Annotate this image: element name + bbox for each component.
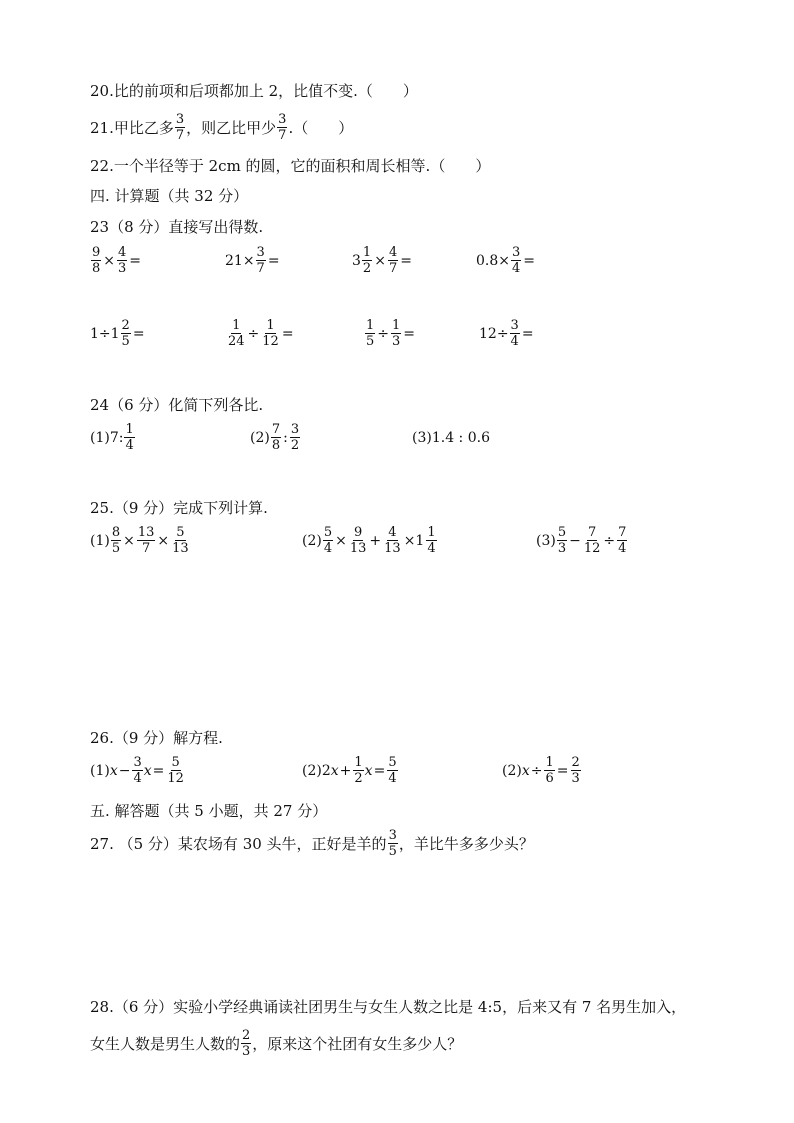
math-text: x: [109, 762, 118, 779]
q25-item: [302, 525, 438, 556]
operator: =: [373, 762, 386, 779]
question-27-text-a: 27. （5 分）某农场有 30 头牛，正好是羊的: [90, 834, 387, 853]
operator: :: [283, 429, 288, 446]
math-text: x: [521, 762, 530, 779]
q23-item: [352, 245, 413, 276]
q24-item: [412, 430, 490, 446]
math-text: (2): [302, 532, 322, 549]
math-text: x: [364, 762, 373, 779]
operator: ×: [157, 532, 170, 549]
math-text: 12÷: [479, 325, 509, 342]
operator: ÷: [247, 325, 260, 342]
q23-item: [90, 318, 146, 349]
fraction: $\frac{1}{5}$: [366, 318, 375, 349]
math-text: (2): [250, 429, 270, 446]
math-text: x: [143, 762, 152, 779]
fraction: $\frac{5}{4}$: [388, 755, 397, 786]
operator: ÷: [603, 532, 616, 549]
math-text: (2)2: [302, 762, 331, 779]
question-21-fraction-1: $\frac{3}{7}$: [175, 112, 185, 143]
math-text: (1): [90, 762, 110, 779]
math-text: (1): [90, 532, 110, 549]
question-23-heading: 23（8 分）直接写出得数.: [90, 218, 264, 236]
fraction: $\frac{4}{7}$: [388, 245, 398, 276]
math-text: (1)7:: [90, 429, 124, 446]
operator: ÷: [377, 325, 390, 342]
q26-item: [502, 755, 582, 786]
math-text: x: [330, 762, 339, 779]
q23-item: [364, 318, 416, 349]
math-text: 0.8×: [476, 252, 510, 269]
fraction: $\frac{4}{13}$: [384, 525, 401, 556]
fraction: $\frac{1}{12}$: [262, 318, 279, 349]
question-28-fraction: $\frac{2}{3}$: [242, 1028, 251, 1059]
operator: =: [132, 325, 145, 342]
q26-item: [90, 755, 186, 786]
math-text: (2): [502, 762, 522, 779]
fraction: $\frac{1}{4}$: [125, 422, 134, 453]
fraction: $\frac{3}{4}$: [510, 318, 519, 349]
operator: =: [523, 252, 536, 269]
q24-item: [250, 422, 301, 453]
math-text: 3: [352, 252, 361, 269]
operator: =: [267, 252, 280, 269]
question-21: [90, 112, 353, 143]
operator: +: [339, 762, 352, 779]
fraction: $\frac{1}{2}$: [362, 245, 372, 276]
question-27-fraction: $\frac{3}{5}$: [388, 828, 397, 859]
operator: =: [281, 325, 294, 342]
fraction: $\frac{7}{4}$: [618, 525, 627, 556]
question-21-text-c: .（ ）: [288, 118, 354, 137]
fraction: $\frac{1}{3}$: [392, 318, 401, 349]
fraction: $\frac{7}{12}$: [583, 525, 601, 556]
q23-item: [225, 245, 281, 276]
fraction: $\frac{5}{3}$: [557, 525, 567, 556]
operator: =: [403, 325, 416, 342]
math-text: 1÷1: [90, 325, 120, 342]
fraction: $\frac{1}{6}$: [545, 755, 554, 786]
question-28-line-1: 28.（6 分）实验小学经典诵读社团男生与女生人数之比是 4:5，后来又有 7 名男生加入，: [90, 998, 687, 1016]
operator: ×: [374, 252, 386, 269]
question-21-text-b: ，则乙比甲少: [186, 118, 277, 137]
math-text: 21×: [225, 252, 255, 269]
operator: =: [400, 252, 412, 269]
fraction: $\frac{3}{7}$: [256, 245, 265, 276]
q23-item: [476, 245, 536, 276]
section-5-heading: 五. 解答题（共 5 小题，共 27 分）: [90, 802, 328, 820]
question-28-line-2: [90, 1028, 462, 1059]
operator: =: [556, 762, 569, 779]
fraction: $\frac{3}{4}$: [512, 245, 521, 276]
q25-item: [90, 525, 191, 556]
fraction: $\frac{5}{13}$: [172, 525, 189, 556]
fraction: $\frac{1}{24}$: [228, 318, 245, 349]
operator: ×1: [403, 532, 425, 549]
fraction: $\frac{13}{7}$: [137, 525, 155, 556]
fraction: $\frac{1}{4}$: [427, 525, 436, 556]
math-text: (3): [536, 532, 556, 549]
q23-item: [226, 318, 295, 349]
fraction: $\frac{3}{4}$: [133, 755, 142, 786]
fraction: $\frac{5}{4}$: [323, 525, 333, 556]
operator: −: [118, 762, 131, 779]
q24-item: [90, 422, 136, 453]
question-22: 22.一个半径等于 2cm 的圆，它的面积和周长相等.（ ）: [90, 157, 491, 175]
fraction: $\frac{7}{8}$: [271, 422, 281, 453]
fraction: $\frac{9}{13}$: [349, 525, 367, 556]
q23-item: [479, 318, 535, 349]
q23-item: [90, 245, 142, 276]
fraction: $\frac{2}{3}$: [571, 755, 580, 786]
operator: =: [521, 325, 534, 342]
operator: =: [129, 252, 142, 269]
question-21-text-a: 21.甲比乙多: [90, 118, 174, 137]
q26-item: [302, 755, 399, 786]
question-27: [90, 828, 534, 859]
fraction: $\frac{1}{2}$: [354, 755, 363, 786]
operator: +: [369, 532, 382, 549]
operator: =: [152, 762, 165, 779]
section-4-heading: 四. 计算题（共 32 分）: [90, 187, 249, 205]
fraction: $\frac{9}{8}$: [92, 245, 101, 276]
question-26-heading: 26.（9 分）解方程.: [90, 729, 223, 747]
q25-item: [536, 525, 628, 556]
fraction: $\frac{4}{3}$: [118, 245, 127, 276]
fraction: $\frac{5}{12}$: [167, 755, 184, 786]
fraction: $\frac{2}{5}$: [121, 318, 130, 349]
math-text: (3)1.4 : 0.6: [412, 430, 490, 446]
operator: ÷: [530, 762, 543, 779]
question-28-text-a: 女生人数是男生人数的: [90, 1034, 241, 1053]
operator: −: [569, 532, 581, 549]
operator: ×: [103, 252, 116, 269]
question-20: 20.比的前项和后项都加上 2，比值不变.（ ）: [90, 82, 418, 100]
question-25-heading: 25.（9 分）完成下列计算.: [90, 499, 268, 517]
operator: ×: [335, 532, 347, 549]
operator: ×: [123, 532, 135, 549]
question-27-text-b: ，羊比牛多多少头？: [398, 834, 534, 853]
question-24-heading: 24（6 分）化简下列各比.: [90, 396, 264, 414]
fraction: $\frac{3}{2}$: [290, 422, 300, 453]
fraction: $\frac{8}{5}$: [111, 525, 121, 556]
question-21-fraction-2: $\frac{3}{7}$: [278, 112, 287, 143]
question-28-text-b: ，原来这个社团有女生多少人？: [252, 1034, 463, 1053]
